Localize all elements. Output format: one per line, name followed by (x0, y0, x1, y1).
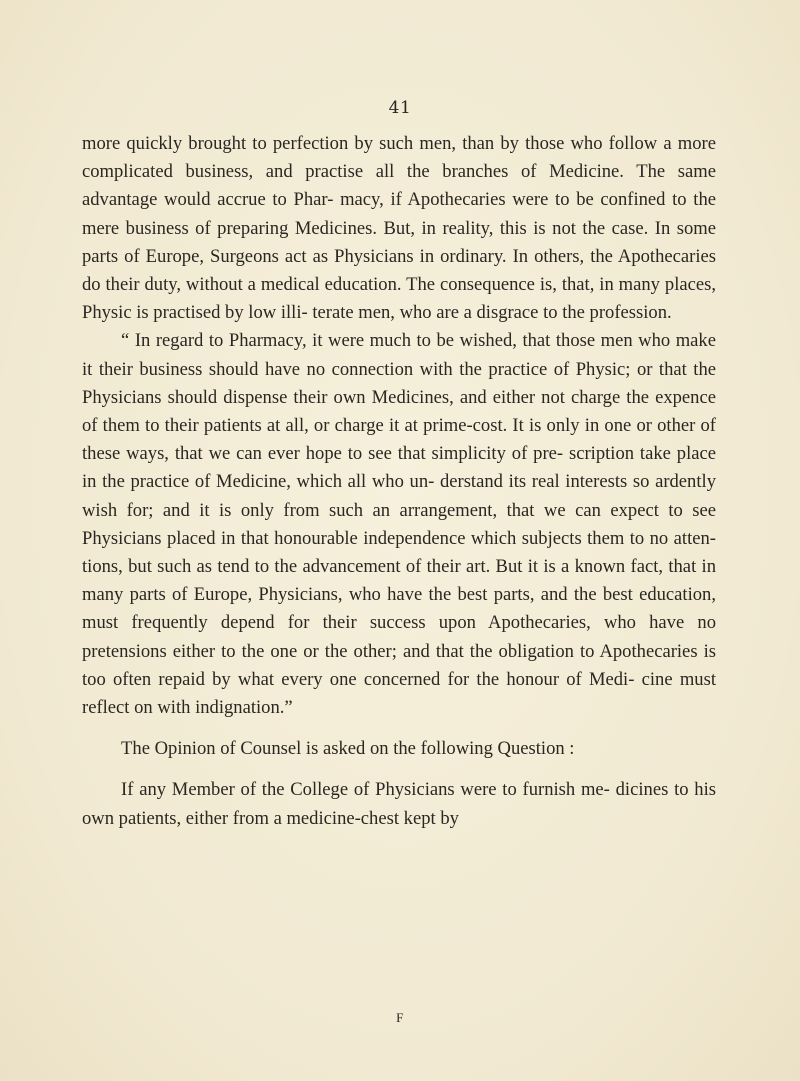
page-number: 41 (388, 98, 412, 118)
paragraph-continuation: more quickly brought to perfection by such men, than by those who follow a more complicated business, and practise all the branches of Medicine. The same advantage would accrue to Phar- macy, if Apothecaries were to be confined to the mere business of preparing Medicines. But, in reality, this is not the case. In some parts of Europe, Surgeons act as Physicians in ordinary. In others, the Apothecaries do their duty, without a medical education. The consequence is, that, in many places, Physic is practised by low illi- terate men, who are a disgrace to the profession. (82, 133, 716, 324)
body-text (82, 130, 716, 833)
paragraph-question-text: If any Member of the College of Physicians were to furnish me- dicines to his own patients, either from a medicine-chest kept by (82, 779, 716, 829)
signature-mark: F (396, 1010, 404, 1025)
paragraph-quotation: “ In regard to Pharmacy, it were much to be wished, that those men who make it their business should have no connection with the practice of Physic; or that the Physicians should dispense their own Medicines, and either not charge the expence of them to their patients at all, or charge it at prime-cost. It is only in one or other of these ways, that we can ever hope to see that simplicity of pre- scription take place in the practice of Medicine, which all who un- derstand its real interests so ardently wish for; and it is only from such an arrangement, that we can expect to see Physicians placed in that honourable independence which subjects them to no atten- tions, but such as tend to the advancement of their art. But it is a known fact, that in many parts of Europe, Physicians, who have the best parts, and the best education, must frequently depend for their success upon Apothecaries, who have no pretensions either to the one or the other; and that the obligation to Apothecaries is too often repaid by what every one concerned for the honour of Medi- cine must reflect on with indignation.” (82, 330, 716, 719)
paragraph-counsel-question: The Opinion of Counsel is asked on the following Question : (121, 738, 575, 760)
